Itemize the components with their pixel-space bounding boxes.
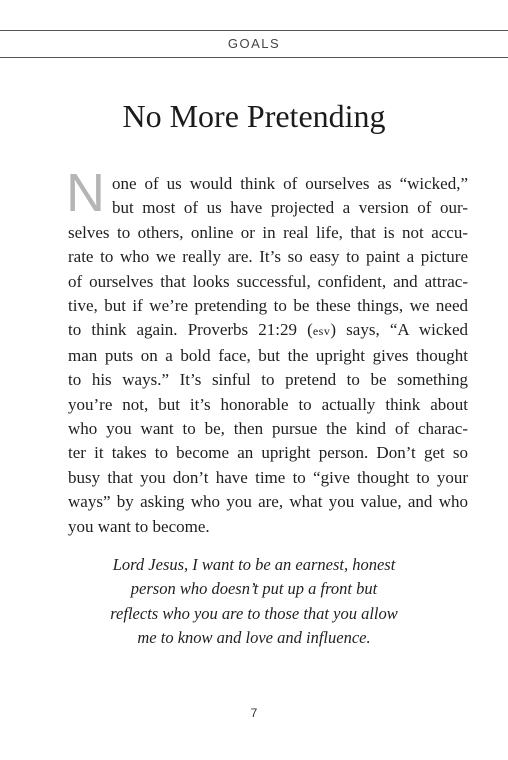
body-line: ter it takes to become an upright person. Don’t get so bbox=[68, 443, 468, 463]
prayer-line: reflects who you are to those that you allow bbox=[110, 603, 398, 623]
body-line: but most of us have projected a version of our- bbox=[112, 198, 468, 218]
body-line: selves to others, online or in real life, that is not accu- bbox=[68, 222, 468, 242]
body-line-end: ) says, “A wicked bbox=[330, 320, 468, 340]
section-label: GOALS bbox=[227, 36, 281, 51]
body-line: of ourselves that looks successful, confident, and attrac- bbox=[68, 271, 468, 291]
body-line: who you want to be, then pursue the kind of charac- bbox=[68, 419, 468, 439]
body-paragraph bbox=[68, 172, 468, 539]
body-line: tive, but if we’re pretending to be these things, we need bbox=[68, 296, 468, 316]
bible-version-abbrev: esv bbox=[312, 324, 331, 339]
body-line: rate to who we really are. It’s so easy to paint a picture bbox=[68, 247, 468, 267]
body-line: one of us would think of ourselves as “wicked,” bbox=[112, 174, 468, 193]
prayer-line: me to know and love and influence. bbox=[137, 628, 371, 648]
body-line: ways” by asking who you are, what you value, and who bbox=[68, 492, 468, 512]
page-title: No More Pretending bbox=[122, 98, 386, 134]
body-line-start: to think again. Proverbs 21:29 ( bbox=[68, 320, 313, 340]
page-number: 7 bbox=[250, 706, 258, 720]
body-line: busy that you don’t have time to “give thought to your bbox=[68, 467, 468, 487]
body-line: to his ways.” It’s sinful to pretend to be something bbox=[68, 370, 468, 390]
body-line: you want to become. bbox=[68, 516, 210, 536]
prayer-line: person who doesn’t put up a front but bbox=[130, 579, 378, 599]
body-line: man puts on a bold face, but the upright gives thought bbox=[68, 345, 468, 365]
drop-cap: N bbox=[66, 163, 105, 223]
body-line: you’re not, but it’s honorable to actually think about bbox=[68, 394, 468, 414]
body-line-with-citation bbox=[68, 318, 468, 343]
prayer-block bbox=[0, 553, 508, 651]
prayer-line: Lord Jesus, I want to be an earnest, honest bbox=[112, 555, 396, 574]
